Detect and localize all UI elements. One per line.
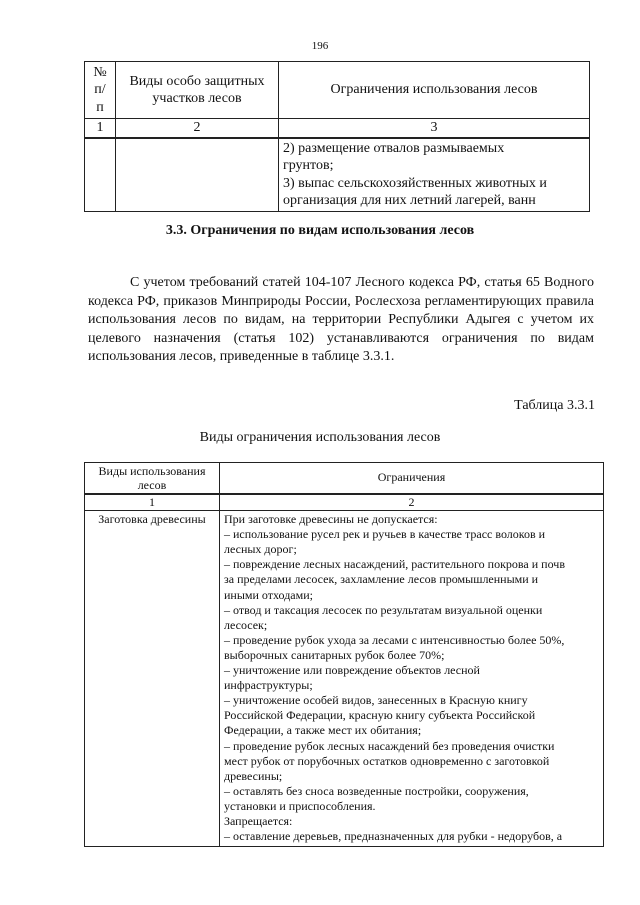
text-line: иными отходами; — [224, 587, 313, 602]
body-paragraph: С учетом требований статей 104-107 Лесного кодекса РФ, статья 65 Водного кодекса РФ, приказов Минприроды России, Рослесхоза регламентирующих правила использования лесов по видам, на территории Республики Адыгея с учетом их целевого назначения (статья 102) устанавливаются ограничения по видам использования лесов, приведенные в таблице 3.3.1. — [88, 275, 594, 365]
text-line: инфраструктуры; — [224, 678, 313, 693]
page-number: 196 — [311, 40, 329, 52]
col-number-3: 3 — [279, 119, 590, 138]
text-line: – оставлять без сноса возведенные постройки, сооружения, — [224, 783, 529, 798]
text-line: – отвод и таксация лесосек по результатам визуальной оценки — [224, 602, 543, 617]
table-label: Таблица 3.3.1 — [514, 398, 595, 413]
text-line: лесных дорог; — [224, 542, 297, 557]
usage-type-cell: Заготовка древесины — [85, 511, 220, 847]
col-number-2: 2 — [116, 119, 279, 138]
text-line: установки и приспособления. — [224, 798, 376, 813]
header-usage-type: Виды использования лесов — [85, 463, 220, 495]
header-number: № п/ п — [85, 62, 116, 119]
text-line: – повреждение лесных насаждений, растительного покрова и почв — [224, 557, 565, 572]
restrictions-continuation — [279, 138, 590, 212]
restrictions-cell — [220, 511, 604, 847]
header-restrictions: Ограничения — [220, 463, 604, 495]
text-line: лесосек; — [224, 617, 268, 632]
empty-cell — [85, 138, 116, 212]
empty-cell — [116, 138, 279, 212]
text-line: – уничтожение или повреждение объектов лесной — [224, 663, 480, 678]
header-area-type: Виды особо защитных участков лесов — [116, 62, 279, 119]
text-line: Федерации, а также мест их обитания; — [224, 723, 422, 738]
text-line: за пределами лесосек, захламление лесов промышленными и — [224, 572, 539, 587]
text-line: Запрещается: — [224, 813, 293, 828]
text-line: Российской Федерации, красную книгу субъекта Российской — [224, 708, 536, 723]
header-restrictions: Ограничения использования лесов — [279, 62, 590, 119]
usage-restrictions-table — [84, 462, 604, 847]
text-line: – проведение рубок ухода за лесами с интенсивностью более 50%, — [224, 632, 565, 647]
text-line: – проведение рубок лесных насаждений без проведения очистки — [224, 738, 555, 753]
text-line: 2) размещение отвалов размываемых — [283, 140, 505, 156]
text-line: – использование русел рек и ручьев в качестве трасс волоков и — [224, 527, 546, 542]
text-line: При заготовке древесины не допускается: — [224, 512, 438, 527]
text-line: 3) выпас сельскохозяйственных животных и — [283, 175, 547, 191]
text-line: – уничтожение особей видов, занесенных в Красную книгу — [224, 693, 528, 708]
text-line: древесины; — [224, 768, 283, 783]
text-line: мест рубок от порубочных остатков одновременно с заготовкой — [224, 753, 550, 768]
text-line: организация для них летний лагерей, ванн — [283, 193, 536, 208]
text-line: грунтов; — [283, 158, 334, 173]
col-number-1: 1 — [85, 119, 116, 138]
table-caption: Виды ограничения использования лесов — [199, 430, 441, 445]
section-heading: 3.3. Ограничения по видам использования лесов — [165, 223, 475, 238]
text-line: – оставление деревьев, предназначенных для рубки - недорубов, а — [224, 829, 563, 844]
col-number-2: 2 — [220, 494, 604, 511]
protective-areas-table-continued — [84, 61, 590, 212]
col-number-1: 1 — [85, 494, 220, 511]
text-line: выборочных санитарных рубок более 70%; — [224, 647, 445, 662]
